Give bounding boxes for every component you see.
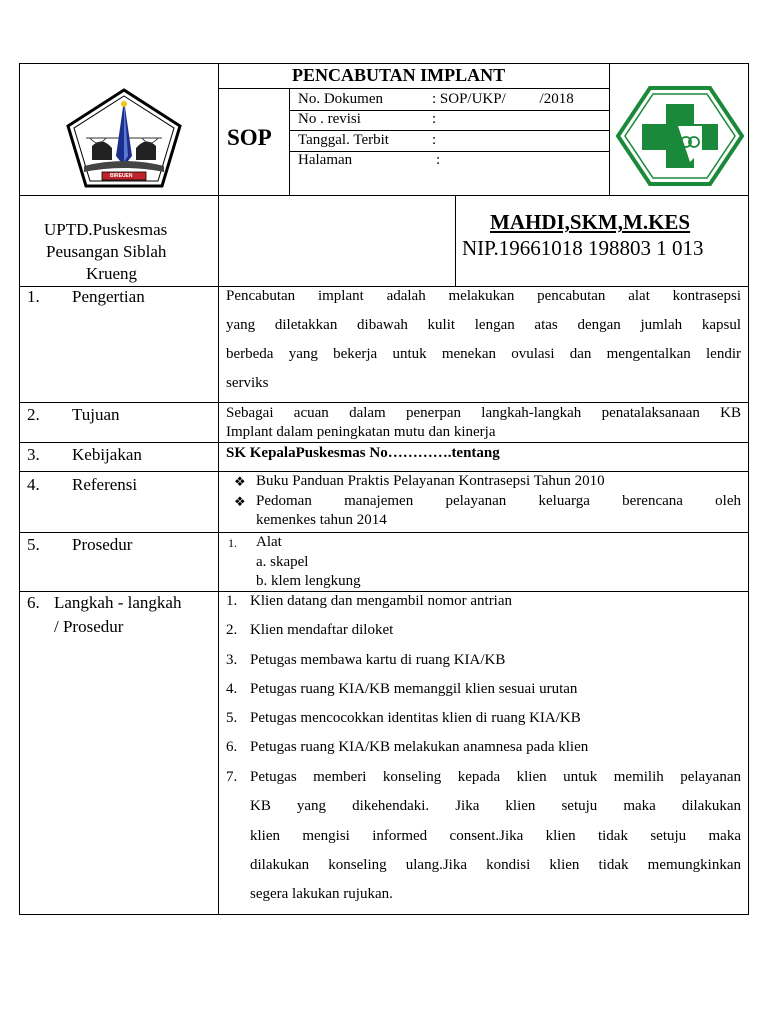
signatory-name: MAHDI,SKM,M.KES [490, 210, 691, 234]
pengertian-line-2: yang diletakkan dibawah kulit lengan atas dengan jumlah kapsul [226, 317, 741, 333]
section-label-tujuan: Tujuan [72, 405, 120, 424]
org-line-3: Krueng [86, 264, 137, 283]
prosedur-item-1: a. skapel [256, 554, 309, 570]
step-text: Klien datang dan mengambil nomor antrian [250, 593, 513, 609]
tujuan-line-2: Implant dalam peningkatan mutu dan kinerja [226, 424, 496, 440]
section-number-tujuan: 2. [27, 405, 40, 424]
section-label-kebijakan: Kebijakan [72, 445, 142, 464]
step-text: Petugas mencocokkan identitas klien di ruang KIA/KB [250, 710, 581, 726]
referensi-item-2-line-1: Pedoman manajemen pelayanan keluarga berencana oleh [256, 493, 741, 509]
step-text: Petugas ruang KIA/KB memanggil klien sesuai urutan [250, 681, 578, 697]
section-number-langkah: 6. [27, 593, 40, 612]
meta-label-revisi: No . revisi [298, 111, 361, 127]
referensi-item-2-line-2: kemenkes tahun 2014 [256, 512, 387, 528]
step-number: 7. [226, 769, 238, 785]
section-label-langkah-line-1: Langkah - langkah [54, 593, 182, 612]
meta-value-terbit: : [432, 132, 437, 148]
section-label-langkah-line-2: / Prosedur [54, 617, 124, 636]
step-text: Petugas membawa kartu di ruang KIA/KB [250, 652, 506, 668]
signatory-nip: NIP.19661018 198803 1 013 [462, 236, 704, 260]
section-number-prosedur: 5. [27, 535, 40, 554]
step-7-line-5: segera lakukan rujukan. [250, 886, 393, 902]
puskesmas-logo [616, 86, 744, 186]
bireuen-crest-logo [62, 86, 186, 190]
section-label-pengertian: Pengertian [72, 287, 145, 306]
section-label-referensi: Referensi [72, 475, 138, 494]
pengertian-line-3: berbeda yang bekerja untuk menekan ovulasi dan mengentalkan lendir [226, 346, 741, 362]
prosedur-list-number: 1. [228, 536, 237, 550]
step-text: Klien mendaftar diloket [250, 622, 394, 638]
diamond-bullet-icon: ❖ [234, 474, 246, 489]
sop-label: SOP [227, 125, 272, 150]
step-number: 6. [226, 739, 238, 755]
meta-label-terbit: Tanggal. Terbit [298, 132, 389, 148]
pengertian-line-4: serviks [226, 375, 269, 391]
section-number-referensi: 4. [27, 475, 40, 494]
step-number: 1. [226, 593, 238, 609]
prosedur-item-2: b. klem lengkung [256, 573, 361, 589]
kebijakan-text: SK KepalaPuskesmas No………….tentang [226, 445, 500, 461]
meta-label-halaman: Halaman [298, 152, 353, 168]
step-number: 5. [226, 710, 238, 726]
pengertian-line-1: Pencabutan implant adalah melakukan pencabutan alat kontrasepsi [226, 288, 741, 304]
diamond-bullet-icon: ❖ [234, 494, 246, 509]
step-text: Petugas ruang KIA/KB melakukan anamnesa pada klien [250, 739, 589, 755]
meta-label-dokumen: No. Dokumen [298, 91, 383, 107]
section-number-kebijakan: 3. [27, 445, 40, 464]
meta-value-dokumen: : SOP/UKP/ /2018 [432, 91, 574, 107]
crest-banner-text: BIREUEN [110, 173, 133, 179]
document-title: PENCABUTAN IMPLANT [292, 65, 506, 85]
meta-value-revisi: : [432, 111, 437, 127]
step-number: 3. [226, 652, 238, 668]
step-7-line-3: klien mengisi informed consent.Jika klien tidak setuju maka [250, 828, 741, 844]
step-number: 4. [226, 681, 238, 697]
step-7-line-2: KB yang dikehendaki. Jika klien setuju maka dilakukan [250, 798, 741, 814]
meta-value-halaman: : [436, 152, 441, 168]
step-7-line-1: Petugas memberi konseling kepada klien untuk memilih pelayanan [250, 769, 741, 785]
tujuan-line-1: Sebagai acuan dalam penerpan langkah-langkah penatalaksanaan KB [226, 405, 741, 421]
org-line-1: UPTD.Puskesmas [44, 220, 168, 239]
prosedur-heading: Alat [256, 534, 282, 550]
section-number-pengertian: 1. [27, 287, 40, 306]
section-label-prosedur: Prosedur [72, 535, 133, 554]
referensi-item-1: Buku Panduan Praktis Pelayanan Kontrasepsi Tahun 2010 [256, 473, 605, 489]
org-line-2: Peusangan Siblah [46, 242, 167, 261]
step-7-line-4: dilakukan konseling ulang.Jika kondisi klien tidak memungkinkan [250, 857, 741, 873]
step-number: 2. [226, 622, 238, 638]
